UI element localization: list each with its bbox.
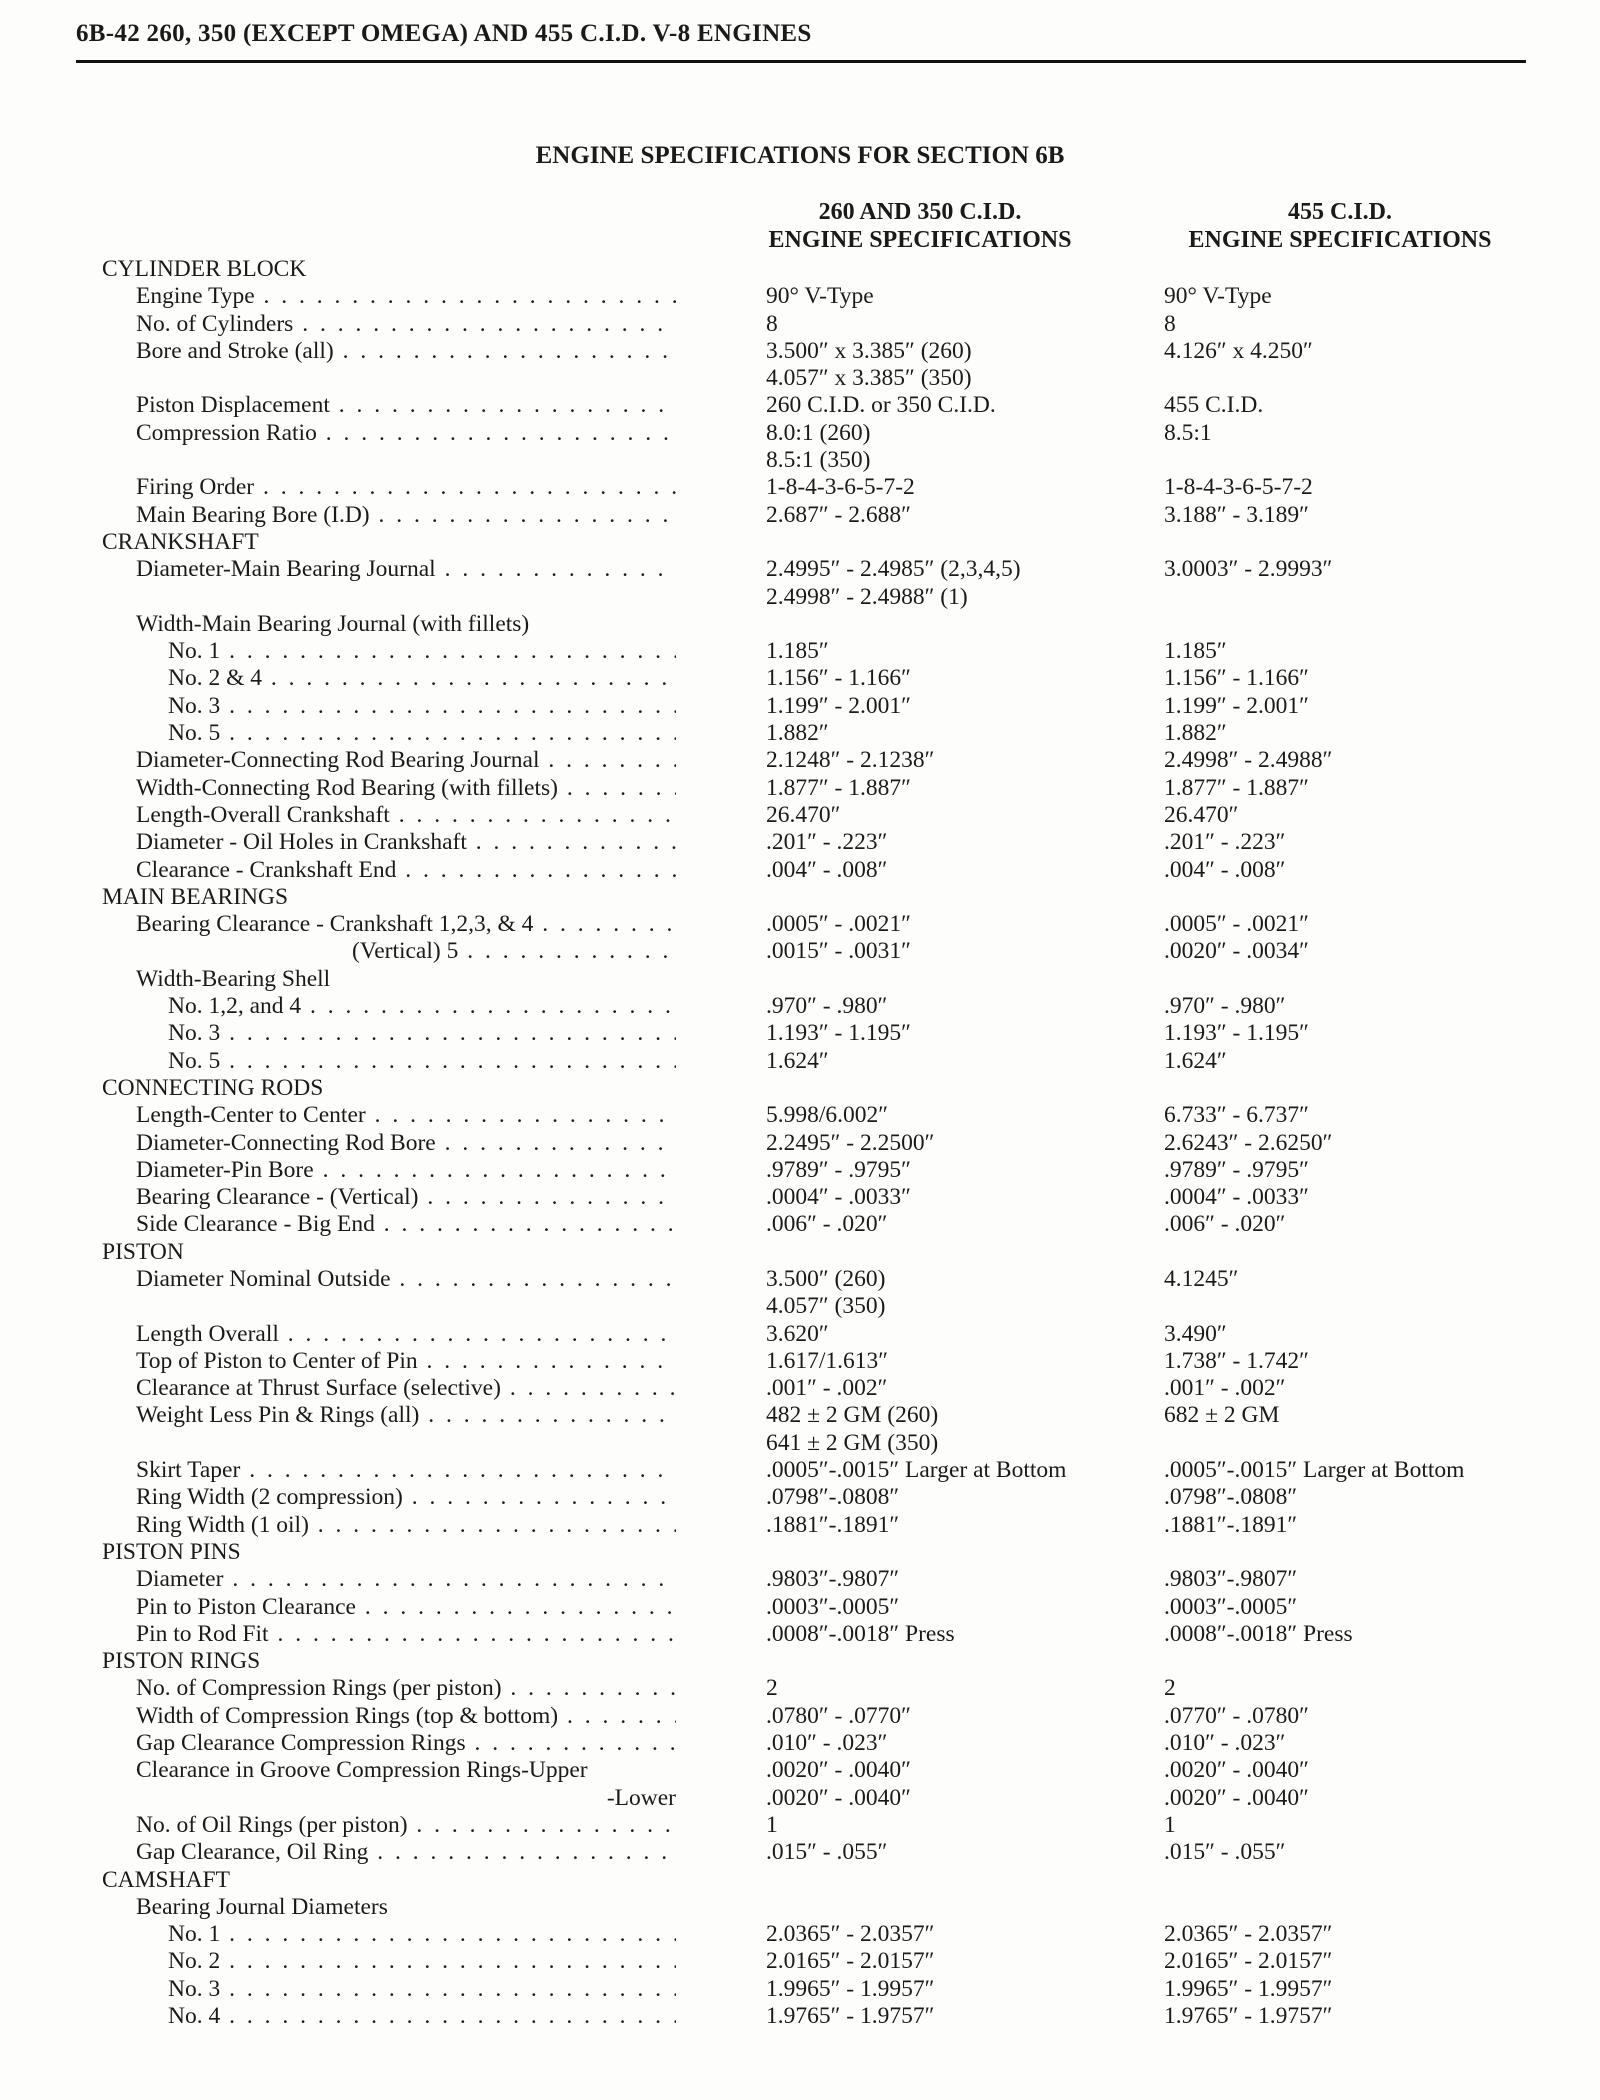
spec-value-260-350: .010″ - .023″	[766, 1730, 888, 1757]
spec-label: No. 2 . . .	[168, 1948, 676, 1975]
spec-value-455: .006″ - .020″	[1164, 1211, 1286, 1238]
spec-value-260-350: .0004″ - .0033″	[766, 1184, 911, 1211]
spec-label: Width-Connecting Rod Bearing (with fillets) . . .	[136, 775, 676, 802]
spec-label: Diameter-Pin Bore . . .	[136, 1157, 676, 1184]
spec-row	[0, 1566, 1600, 1593]
spec-label: No. 3 . . .	[168, 693, 676, 720]
spec-row	[0, 1402, 1600, 1429]
spec-row	[0, 1539, 1600, 1566]
spec-value-455: .0798″-.0808″	[1164, 1484, 1298, 1511]
spec-value-260-350: 1-8-4-3-6-5-7-2	[766, 474, 915, 501]
spec-label: Width-Bearing Shell	[136, 965, 331, 992]
spec-value-455: 1.9965″ - 1.9957″	[1164, 1975, 1333, 2002]
spec-value-260-350: 2	[766, 1675, 778, 1702]
spec-value-455: 1	[1164, 1811, 1176, 1838]
spec-label: No. 3 . . .	[168, 1976, 676, 2003]
spec-row	[0, 1157, 1600, 1184]
spec-row	[0, 1184, 1600, 1211]
spec-value-260-350: .9803″-.9807″	[766, 1566, 900, 1593]
spec-row	[0, 884, 1600, 911]
section-heading: MAIN BEARINGS	[102, 883, 289, 910]
spec-row	[0, 1266, 1600, 1293]
spec-value-260-350: 1.617/1.613″	[766, 1347, 889, 1374]
spec-value-455: 2.0165″ - 2.0157″	[1164, 1948, 1333, 1975]
spec-value-260-350: .0005″-.0015″ Larger at Bottom	[766, 1457, 1067, 1484]
spec-row	[0, 1102, 1600, 1129]
spec-row	[0, 1048, 1600, 1075]
spec-value-455: .1881″-.1891″	[1164, 1511, 1298, 1538]
spec-value-260-350: 8	[766, 310, 778, 337]
spec-value-260-350: 3.500″ x 3.385″ (260)	[766, 337, 972, 364]
spec-label: (Vertical) 5 . . .	[136, 938, 676, 965]
spec-label: No. 3 . . .	[168, 1020, 676, 1047]
spec-label: Engine Type . . .	[136, 283, 676, 310]
spec-value-455: 1.156″ - 1.166″	[1164, 665, 1309, 692]
spec-value-455: 8	[1164, 310, 1176, 337]
spec-label: Clearance at Thrust Surface (selective) . . .	[136, 1375, 676, 1402]
spec-label: No. of Compression Rings (per piston) . . .	[136, 1675, 676, 1702]
spec-value-455: 8.5:1	[1164, 419, 1212, 446]
spec-value-260-350: 2.4995″ - 2.4985″ (2,3,4,5)	[766, 556, 1021, 583]
spec-label: No. 5 . . .	[168, 1048, 676, 1075]
spec-label: No. 1,2, and 4 . . .	[168, 993, 676, 1020]
spec-value-455: 3.0003″ - 2.9993″	[1164, 556, 1333, 583]
spec-label: Side Clearance - Big End . . .	[136, 1211, 676, 1238]
spec-row	[0, 747, 1600, 774]
spec-label: Width-Main Bearing Journal (with fillets)	[136, 610, 530, 637]
spec-row	[0, 1703, 1600, 1730]
spec-value-260-350: 2.2495″ - 2.2500″	[766, 1129, 935, 1156]
spec-value-260-350: 482 ± 2 GM (260)	[766, 1402, 939, 1429]
spec-row	[0, 1375, 1600, 1402]
spec-row	[0, 420, 1600, 447]
spec-row	[0, 1484, 1600, 1511]
spec-label: Clearance in Groove Compression Rings-Upper	[136, 1757, 588, 1784]
spec-label: No. 5 . . .	[168, 720, 676, 747]
spec-label: Length Overall . . .	[136, 1321, 676, 1348]
spec-row	[0, 1321, 1600, 1348]
spec-label: Diameter Nominal Outside . . .	[136, 1266, 676, 1293]
spec-value-455: 90° V-Type	[1164, 283, 1272, 310]
spec-row	[0, 1020, 1600, 1047]
spec-row	[0, 1512, 1600, 1539]
section-heading: CYLINDER BLOCK	[102, 256, 307, 282]
spec-row	[0, 857, 1600, 884]
spec-label: No. 1 . . .	[168, 638, 676, 665]
spec-value-260-350: .0015″ - .0031″	[766, 938, 911, 965]
spec-row	[0, 1921, 1600, 1948]
spec-row	[0, 665, 1600, 692]
spec-label: Gap Clearance, Oil Ring . . .	[136, 1839, 676, 1866]
spec-row	[0, 1211, 1600, 1238]
spec-value-260-350: .0020″ - .0040″	[766, 1784, 911, 1811]
spec-value-455: 1.193″ - 1.195″	[1164, 1020, 1309, 1047]
spec-row	[0, 1457, 1600, 1484]
spec-value-455: .015″ - .055″	[1164, 1839, 1286, 1866]
column-header-260-350	[740, 198, 1100, 254]
spec-row	[0, 911, 1600, 938]
spec-label: Weight Less Pin & Rings (all) . . .	[136, 1402, 676, 1429]
spec-value-260-350: 1.185″	[766, 638, 829, 665]
spec-value-455: .001″ - .002″	[1164, 1375, 1286, 1402]
spec-value-260-350: .1881″-.1891″	[766, 1511, 900, 1538]
spec-row	[0, 802, 1600, 829]
spec-row	[0, 1594, 1600, 1621]
spec-row	[0, 993, 1600, 1020]
column-header-line: 455 C.I.D.	[1287, 199, 1392, 225]
spec-row	[0, 1839, 1600, 1866]
spec-label: No. 4 . . .	[168, 2003, 676, 2030]
spec-value-455: 1.624″	[1164, 1047, 1227, 1074]
spec-value-455: 4.1245″	[1164, 1265, 1239, 1292]
spec-value-260-350: .004″ - .008″	[766, 856, 888, 883]
section-heading: CAMSHAFT	[102, 1866, 230, 1893]
spec-value-455: 26.470″	[1164, 801, 1239, 828]
spec-label: No. 2 & 4 . . .	[168, 665, 676, 692]
spec-value-455: .0020″ - .0034″	[1164, 938, 1309, 965]
spec-value-260-350: .0003″-.0005″	[766, 1593, 900, 1620]
spec-row	[0, 1757, 1600, 1784]
spec-value-260-350: .0780″ - .0770″	[766, 1702, 911, 1729]
spec-value-260-350: .006″ - .020″	[766, 1211, 888, 1238]
spec-row	[0, 693, 1600, 720]
spec-value-260-350: 641 ± 2 GM (350)	[766, 1429, 939, 1456]
spec-value-455: .0005″-.0015″ Larger at Bottom	[1164, 1457, 1465, 1484]
spec-value-455: .010″ - .023″	[1164, 1730, 1286, 1757]
document-title: ENGINE SPECIFICATIONS FOR SECTION 6B	[535, 142, 1065, 169]
spec-row	[0, 1894, 1600, 1921]
spec-value-455: 1.882″	[1164, 720, 1227, 747]
spec-value-260-350: 1.156″ - 1.166″	[766, 665, 911, 692]
spec-value-260-350: 2.1248″ - 2.1238″	[766, 747, 935, 774]
spec-value-260-350: 1.199″ - 2.001″	[766, 692, 911, 719]
spec-row	[0, 611, 1600, 638]
spec-value-260-350: 4.057″ (350)	[766, 1293, 886, 1320]
spec-value-455: 2.6243″ - 2.6250″	[1164, 1129, 1333, 1156]
spec-label: Bearing Clearance - (Vertical) . . .	[136, 1184, 676, 1211]
spec-label: Compression Ratio . . .	[136, 420, 676, 447]
spec-row	[0, 1867, 1600, 1894]
spec-value-260-350: 26.470″	[766, 801, 841, 828]
spec-value-455: .0005″ - .0021″	[1164, 911, 1309, 938]
spec-row	[0, 283, 1600, 310]
section-heading: CONNECTING RODS	[102, 1074, 324, 1101]
spec-value-260-350: 5.998/6.002″	[766, 1102, 889, 1129]
spec-value-455: 1.738″ - 1.742″	[1164, 1347, 1309, 1374]
spec-value-260-350: 2.687″ - 2.688″	[766, 501, 911, 528]
spec-row	[0, 775, 1600, 802]
spec-row	[0, 1430, 1600, 1457]
spec-value-260-350: 3.500″ (260)	[766, 1265, 886, 1292]
spec-row	[0, 1130, 1600, 1157]
spec-label: Ring Width (1 oil) . . .	[136, 1512, 676, 1539]
column-header-455	[1150, 198, 1530, 254]
spec-row	[0, 474, 1600, 501]
spec-value-260-350: 8.5:1 (350)	[766, 447, 871, 474]
spec-label: Main Bearing Bore (I.D) . . .	[136, 502, 676, 529]
spec-value-260-350: .970″ - .980″	[766, 993, 888, 1020]
spec-value-455: .0020″ - .0040″	[1164, 1757, 1309, 1784]
spec-value-260-350: 2.0365″ - 2.0357″	[766, 1921, 935, 1948]
spec-value-260-350: 2.0165″ - 2.0157″	[766, 1948, 935, 1975]
spec-value-455: .970″ - .980″	[1164, 993, 1286, 1020]
spec-row	[0, 720, 1600, 747]
spec-value-260-350: 1.9765″ - 1.9757″	[766, 2003, 935, 2029]
spec-label: Bearing Journal Diameters	[136, 1893, 388, 1920]
section-heading: PISTON	[102, 1238, 184, 1265]
spec-row	[0, 447, 1600, 474]
spec-label: Length-Center to Center . . .	[136, 1102, 676, 1129]
spec-value-260-350: 90° V-Type	[766, 283, 874, 310]
header-rule	[76, 60, 1526, 63]
spec-label: No. of Cylinders . . .	[136, 311, 676, 338]
spec-label: Diameter - Oil Holes in Crankshaft . . .	[136, 829, 676, 856]
spec-label: Bearing Clearance - Crankshaft 1,2,3, & 4 . . .	[136, 911, 676, 938]
spec-label: Clearance - Crankshaft End . . .	[136, 857, 676, 884]
spec-table	[0, 256, 1600, 2030]
spec-value-455: .0003″-.0005″	[1164, 1593, 1298, 1620]
spec-label: Pin to Piston Clearance . . .	[136, 1594, 676, 1621]
section-heading: PISTON PINS	[102, 1538, 241, 1565]
spec-label: Diameter-Main Bearing Journal . . .	[136, 556, 676, 583]
spec-label: Pin to Rod Fit . . .	[136, 1621, 676, 1648]
spec-row	[0, 311, 1600, 338]
spec-value-455: 455 C.I.D.	[1164, 392, 1264, 419]
column-header-line: ENGINE SPECIFICATIONS	[768, 227, 1072, 253]
spec-row	[0, 638, 1600, 665]
spec-row	[0, 1621, 1600, 1648]
spec-row	[0, 365, 1600, 392]
spec-value-455: 1.185″	[1164, 638, 1227, 665]
spec-value-455: 682 ± 2 GM	[1164, 1402, 1280, 1429]
spec-row	[0, 2003, 1600, 2030]
spec-value-455: 1-8-4-3-6-5-7-2	[1164, 474, 1313, 501]
spec-value-455: 2.0365″ - 2.0357″	[1164, 1921, 1333, 1948]
section-heading: PISTON RINGS	[102, 1648, 261, 1675]
spec-value-260-350: .0798″-.0808″	[766, 1484, 900, 1511]
spec-row	[0, 529, 1600, 556]
spec-row	[0, 829, 1600, 856]
spec-row	[0, 502, 1600, 529]
spec-value-455: .0004″ - .0033″	[1164, 1184, 1309, 1211]
spec-row	[0, 1948, 1600, 1975]
spec-row	[0, 338, 1600, 365]
spec-row	[0, 1730, 1600, 1757]
spec-row	[0, 584, 1600, 611]
spec-row	[0, 1976, 1600, 2003]
spec-label: Gap Clearance Compression Rings . . .	[136, 1730, 676, 1757]
spec-value-260-350: 1.624″	[766, 1047, 829, 1074]
spec-value-455: 4.126″ x 4.250″	[1164, 337, 1313, 364]
spec-value-260-350: 1.877″ - 1.887″	[766, 774, 911, 801]
spec-value-455: 1.199″ - 2.001″	[1164, 692, 1309, 719]
spec-value-455: .004″ - .008″	[1164, 856, 1286, 883]
spec-label: Firing Order . . .	[136, 474, 676, 501]
spec-label: Length-Overall Crankshaft . . .	[136, 802, 676, 829]
spec-label: Width of Compression Rings (top & bottom) . . .	[136, 1703, 676, 1730]
spec-value-260-350: 1	[766, 1811, 778, 1838]
spec-label: Bore and Stroke (all) . . .	[136, 338, 676, 365]
spec-value-260-350: 260 C.I.D. or 350 C.I.D.	[766, 392, 996, 419]
spec-value-455: .201″ - .223″	[1164, 829, 1286, 856]
spec-label: -Lower	[606, 1784, 676, 1811]
spec-row	[0, 1648, 1600, 1675]
spec-value-260-350: .201″ - .223″	[766, 829, 888, 856]
spec-label: No. of Oil Rings (per piston) . . .	[136, 1812, 676, 1839]
spec-value-455: 2.4998″ - 2.4988″	[1164, 747, 1333, 774]
section-heading: CRANKSHAFT	[102, 528, 259, 555]
spec-value-455: 1.9765″ - 1.9757″	[1164, 2003, 1333, 2029]
spec-value-260-350: .0008″-.0018″ Press	[766, 1620, 955, 1647]
spec-value-455: 3.188″ - 3.189″	[1164, 501, 1309, 528]
spec-value-260-350: 1.9965″ - 1.9957″	[766, 1975, 935, 2002]
spec-value-455: 3.490″	[1164, 1320, 1227, 1347]
spec-value-455: 2	[1164, 1675, 1176, 1702]
column-header-line: 260 AND 350 C.I.D.	[818, 199, 1022, 225]
spec-label: Diameter-Connecting Rod Bore . . .	[136, 1130, 676, 1157]
spec-row	[0, 556, 1600, 583]
spec-label: Piston Displacement . . .	[136, 392, 676, 419]
spec-value-260-350: 8.0:1 (260)	[766, 419, 871, 446]
spec-value-455: .0008″-.0018″ Press	[1164, 1620, 1353, 1647]
spec-value-260-350: 3.620″	[766, 1320, 829, 1347]
spec-row	[0, 1293, 1600, 1320]
spec-row	[0, 392, 1600, 419]
spec-label: Diameter . . .	[136, 1566, 676, 1593]
page-header: 6B-42 260, 350 (EXCEPT OMEGA) AND 455 C.I.D. V-8 ENGINES	[76, 20, 812, 47]
spec-label: Top of Piston to Center of Pin . . .	[136, 1348, 676, 1375]
spec-row	[0, 966, 1600, 993]
spec-value-260-350: .0005″ - .0021″	[766, 911, 911, 938]
spec-value-260-350: 4.057″ x 3.385″ (350)	[766, 365, 972, 392]
spec-label: Skirt Taper . . .	[136, 1457, 676, 1484]
spec-value-455: 6.733″ - 6.737″	[1164, 1102, 1309, 1129]
spec-label: No. 1 . . .	[168, 1921, 676, 1948]
spec-row	[0, 1075, 1600, 1102]
spec-value-260-350: .001″ - .002″	[766, 1375, 888, 1402]
spec-row	[0, 1812, 1600, 1839]
spec-value-455: 1.877″ - 1.887″	[1164, 774, 1309, 801]
spec-value-455: .9789″ - .9795″	[1164, 1156, 1309, 1183]
spec-row	[0, 1239, 1600, 1266]
spec-row	[0, 1675, 1600, 1702]
spec-row	[0, 938, 1600, 965]
spec-value-260-350: .9789″ - .9795″	[766, 1156, 911, 1183]
spec-row	[0, 1348, 1600, 1375]
spec-label: Diameter-Connecting Rod Bearing Journal . . .	[136, 747, 676, 774]
spec-row	[0, 256, 1600, 283]
spec-value-455: .0770″ - .0780″	[1164, 1702, 1309, 1729]
spec-row	[0, 1785, 1600, 1812]
spec-value-455: .0020″ - .0040″	[1164, 1784, 1309, 1811]
spec-value-260-350: 2.4998″ - 2.4988″ (1)	[766, 583, 968, 610]
spec-value-455: .9803″-.9807″	[1164, 1566, 1298, 1593]
spec-value-260-350: 1.193″ - 1.195″	[766, 1020, 911, 1047]
spec-label: Ring Width (2 compression) . . .	[136, 1484, 676, 1511]
column-header-line: ENGINE SPECIFICATIONS	[1188, 227, 1492, 253]
spec-value-260-350: .0020″ - .0040″	[766, 1757, 911, 1784]
spec-value-260-350: 1.882″	[766, 720, 829, 747]
spec-value-260-350: .015″ - .055″	[766, 1839, 888, 1866]
